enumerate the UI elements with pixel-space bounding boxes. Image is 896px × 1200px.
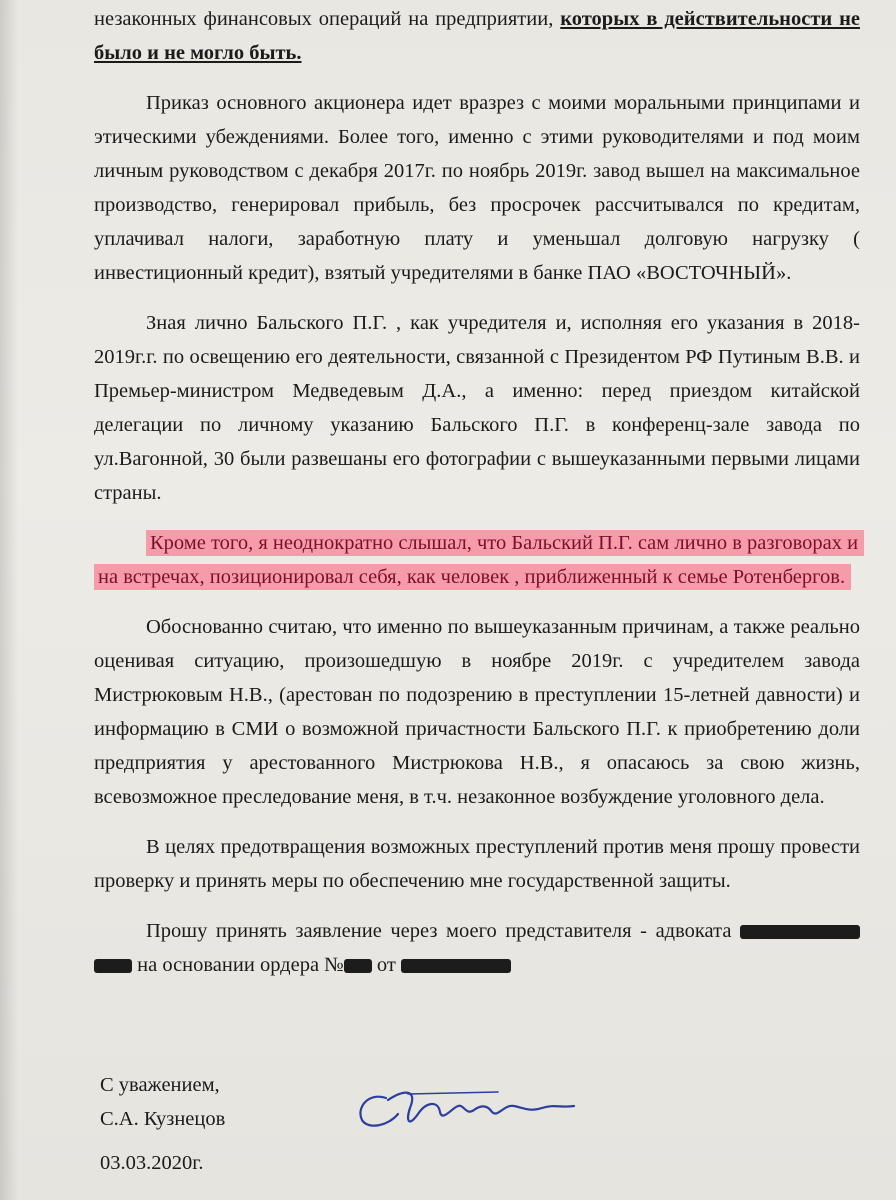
handwritten-signature — [348, 1078, 598, 1138]
redacted-lawyer-name — [740, 925, 860, 939]
letter-date: 03.03.2020г. — [100, 1152, 204, 1174]
paragraph-representative — [94, 914, 860, 982]
representative-text: Прошу принять заявление через моего представителя - адвоката — [146, 920, 732, 942]
closing-name: С.А. Кузнецов — [100, 1108, 226, 1130]
page-shadow — [0, 0, 18, 1200]
paragraph-fear-reasons: Обоснованно считаю, что именно по вышеуказанным причинам, а также реально оценивая ситуацию, произошедшую в ноябре 2019г. с учредителем завода Мистрюковым Н.В., (арестован по подозрению в преступлении 15-летней давности) и информацию в СМИ о возможной причастности Бальского П.Г. к приобретению доли предприятия у арестованного Мистрюкова Н.В., я опасаюсь за свою жизнь, всевозможное преследование меня, в т.ч. незаконное возбуждение уголовного дела. — [94, 616, 860, 808]
redacted-order-date — [401, 959, 511, 973]
paragraph-intro — [94, 2, 860, 70]
redacted-order-number — [344, 959, 372, 973]
closing-block — [100, 1068, 225, 1136]
intro-bold-text: которых в действительности не было и не могло быть. — [94, 8, 860, 64]
intro-text: незаконных финансовых операций на предприятии, — [94, 8, 561, 30]
paragraph-shareholder-order: Приказ основного акционера идет вразрез с моими моральными принципами и этическими убеждениями. Более того, именно с этими руководителями и под моим личным руководством с декабря 2017г. по ноябрь 2019г. завод вышел на максимальное производство, генерировал прибыль, без просрочек рассчитывался по кредитам, уплачивал налоги, заработную плату и уменьшал долговую нагрузку ( инвестиционный кредит), взятый учредителями в банке ПАО «ВОСТОЧНЫЙ». — [94, 92, 860, 284]
highlighted-text: Кроме того, я неоднократно слышал, что Бальский П.Г. сам лично в разговорах и на встречах, позиционировал себя, как человек , приближенный к семье Ротенбергов. — [94, 530, 864, 590]
order-text: на основании ордера № — [137, 954, 344, 976]
closing-regards: С уважением, — [100, 1074, 220, 1096]
redacted-initials — [94, 959, 132, 973]
letter-body — [94, 2, 860, 982]
order-from-text: от — [376, 954, 396, 976]
paragraph-highlighted — [94, 526, 860, 594]
paragraph-balsky-activity: Зная лично Бальского П.Г. , как учредителя и, исполняя его указания в 2018-2019г.г. по освещению его деятельности, связанной с Президентом РФ Путиным В.В. и Премьер-министром Медведевым Д.А., а именно: перед приездом китайской делегации по личному указанию Бальского П.Г. в конференц-зале завода по ул.Вагонной, 30 были развешаны его фотографии с вышеуказанными первыми лицами страны. — [94, 312, 860, 504]
paragraph-protection-request: В целях предотвращения возможных преступлений против меня прошу провести проверку и принять меры по обеспечению мне государственной защиты. — [94, 836, 860, 892]
